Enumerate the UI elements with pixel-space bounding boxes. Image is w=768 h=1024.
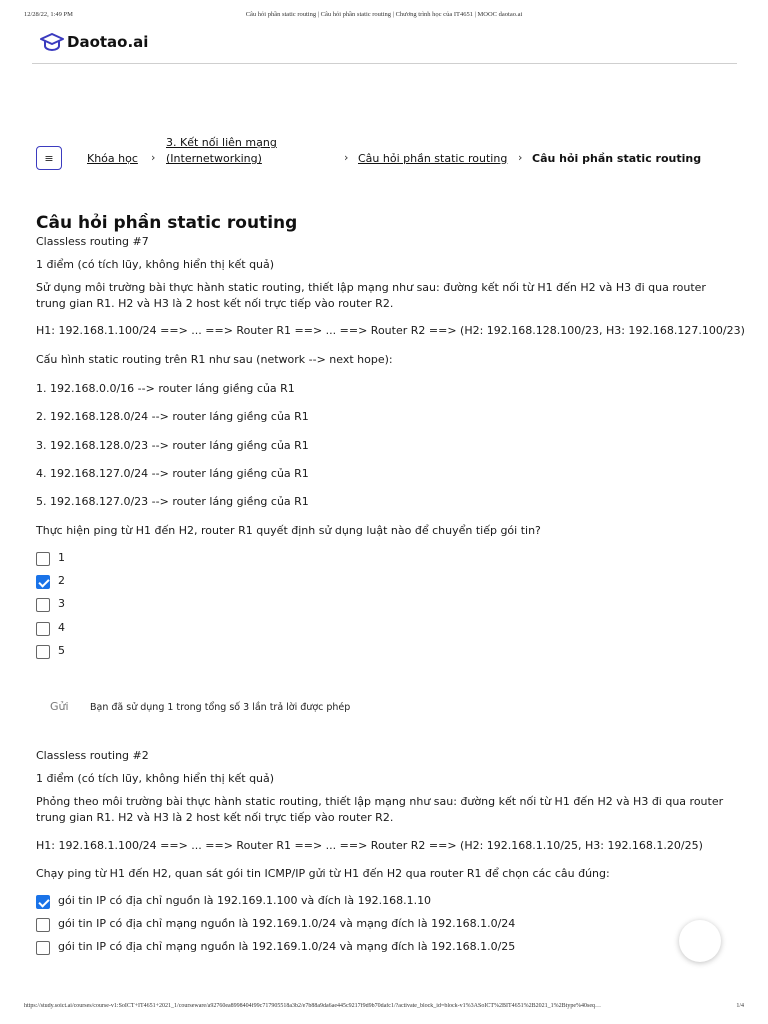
breadcrumb-chapter-line2: (Internetworking) [166,152,262,165]
chevron-right-icon: › [344,151,349,164]
option-checkbox[interactable] [36,941,50,955]
breadcrumb-chapter[interactable] [166,135,277,167]
option-checkbox[interactable] [36,645,50,659]
routing-rule: 3. 192.168.128.0/23 --> router láng giềng của R1 [36,439,309,452]
option-checkbox[interactable] [36,895,50,909]
graduation-cap-icon [40,33,64,51]
floating-action-button[interactable] [679,920,721,962]
option-checkbox[interactable] [36,622,50,636]
logo-text: Daotao.ai [67,33,149,51]
site-logo[interactable] [40,33,148,51]
question-points: 1 điểm (có tích lũy, không hiển thị kết quả) [36,772,275,785]
config-intro: Cấu hình static routing trên R1 như sau (network --> next hope): [36,353,393,366]
routing-rule: 5. 192.168.127.0/23 --> router láng giềng của R1 [36,495,309,508]
attempts-note: Bạn đã sử dụng 1 trong tổng số 3 lần trả lời được phép [90,702,351,713]
print-url: https://study.soict.ai/courses/course-v1:SoICT+IT4651+2021_1/courseware/a92760ea8998404f99c717905518a3b2/e7b88a9da6ae445c9217f9d9b70dafc1/?activate_block_id=block-v1%3ASoICT%2BIT4651%2B2021_1%2Btype%40seq… [24,1003,601,1009]
question-prompt: Thực hiện ping từ H1 đến H2, router R1 quyết định sử dụng luật nào để chuyển tiếp gói tin? [36,524,541,537]
routing-rule: 4. 192.168.127.0/24 --> router láng giềng của R1 [36,467,309,480]
breadcrumb-section[interactable]: Câu hỏi phần static routing [358,152,508,165]
header-divider [32,63,737,64]
print-title: Câu hỏi phần static routing | Câu hỏi phần static routing | Chương trình học của IT4651 | MOOC daotao.ai [245,11,523,18]
option-label[interactable]: 3 [58,597,65,610]
option-label[interactable]: gói tin IP có địa chỉ mạng nguồn là 192.169.1.0/24 và mạng đích là 192.168.1.0/25 [58,940,516,953]
print-date: 12/28/22, 1:49 PM [24,11,73,18]
hamburger-icon: ≡ [44,151,54,165]
option-label[interactable]: 4 [58,621,65,634]
chevron-right-icon: › [151,151,156,164]
breadcrumb-chapter-line1: 3. Kết nối liên mạng [166,136,277,149]
routing-rule: 2. 192.168.128.0/24 --> router láng giềng của R1 [36,410,309,423]
submit-button[interactable]: Gửi [50,700,69,713]
question-description: Phỏng theo môi trường bài thực hành static routing, thiết lập mạng như sau: đường kết nối từ H1 đến H2 và H3 đi qua router trung gian R1. H2 và H3 là 2 host kết nối trực tiếp vào router R2. [36,795,724,824]
option-label[interactable]: 2 [58,574,65,587]
option-checkbox[interactable] [36,552,50,566]
topology-line: H1: 192.168.1.100/24 ==> ... ==> Router R1 ==> ... ==> Router R2 ==> (H2: 192.168.1.10/25, H3: 192.168.1.20/25) [36,839,703,852]
option-label[interactable]: 1 [58,551,65,564]
question-title: Classless routing #7 [36,235,149,248]
print-page-number: 1/4 [736,1003,744,1009]
page-title: Câu hỏi phần static routing [36,213,298,233]
option-label[interactable]: gói tin IP có địa chỉ mạng nguồn là 192.169.1.0/24 và mạng đích là 192.168.1.0/24 [58,917,516,930]
breadcrumb-courses[interactable]: Khóa học [87,152,138,165]
menu-button[interactable] [36,146,62,170]
option-label[interactable]: 5 [58,644,65,657]
question-prompt: Chạy ping từ H1 đến H2, quan sát gói tin ICMP/IP gửi từ H1 đến H2 qua router R1 để chọn các câu đúng: [36,867,610,880]
question-title: Classless routing #2 [36,749,149,762]
question-description: Sử dụng môi trường bài thực hành static routing, thiết lập mạng như sau: đường kết nối từ H1 đến H2 và H3 đi qua router trung gian R1. H2 và H3 là 2 host kết nối trực tiếp vào router R2. [36,281,706,310]
option-checkbox[interactable] [36,598,50,612]
topology-line: H1: 192.168.1.100/24 ==> ... ==> Router R1 ==> ... ==> Router R2 ==> (H2: 192.168.128.100/23, H3: 192.168.127.100/23) [36,324,745,337]
print-footer [24,1003,744,1009]
option-label[interactable]: gói tin IP có địa chỉ nguồn là 192.169.1.100 và đích là 192.168.1.10 [58,894,432,907]
question-points: 1 điểm (có tích lũy, không hiển thị kết quả) [36,258,275,271]
option-checkbox[interactable] [36,575,50,589]
breadcrumb-current: Câu hỏi phần static routing [532,152,702,165]
chevron-right-icon: › [518,151,523,164]
option-checkbox[interactable] [36,918,50,932]
routing-rule: 1. 192.168.0.0/16 --> router láng giềng của R1 [36,382,295,395]
